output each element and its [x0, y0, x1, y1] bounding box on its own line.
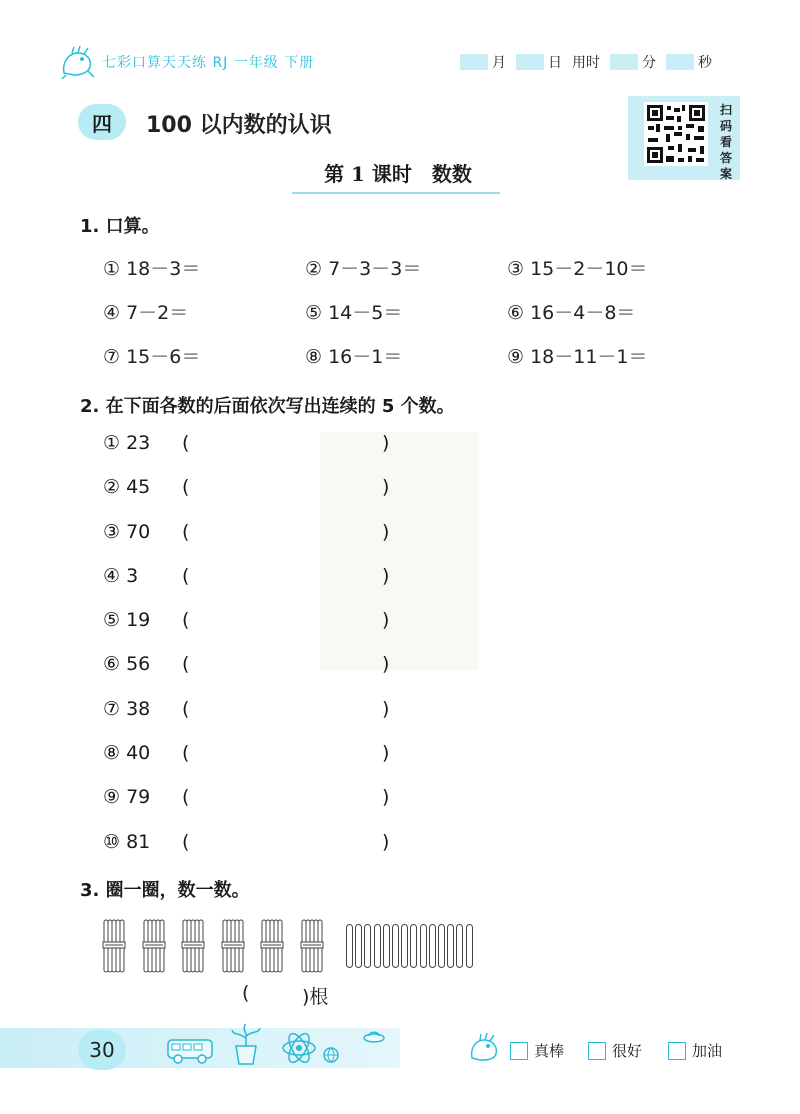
loose-stick — [410, 924, 417, 968]
answer-open-paren[interactable]: ( — [182, 609, 190, 631]
sequence-start-10: ⑩ 81 — [103, 831, 151, 853]
seconds-label: 秒 — [698, 55, 712, 71]
stick-bundle — [300, 918, 324, 974]
answer-close-paren: ) — [382, 565, 390, 587]
sequence-start-3: ③ 70 — [103, 521, 151, 543]
loose-stick — [456, 924, 463, 968]
answer-close-paren: ) — [382, 476, 390, 498]
rating-good[interactable] — [588, 1040, 642, 1061]
minutes-label: 分 — [642, 55, 656, 71]
question-3-title: 3. 圈一圈，数一数。 — [80, 880, 250, 901]
sequence-start-2: ② 45 — [103, 476, 151, 498]
answer-close-paren: ) — [382, 786, 390, 808]
potted-plant-icon — [228, 1022, 264, 1066]
minutes-field[interactable] — [610, 54, 638, 70]
bundle-answer-open[interactable]: ( — [242, 982, 250, 1004]
loose-stick — [438, 924, 445, 968]
stick-bundle — [102, 918, 126, 974]
qr-code-icon[interactable] — [644, 102, 708, 166]
calc-item-6: ⑥ 16－4－8＝ — [507, 302, 636, 324]
answer-close-paren: ) — [382, 742, 390, 764]
answer-open-paren[interactable]: ( — [182, 476, 190, 498]
rating-keep-going-checkbox[interactable] — [668, 1042, 686, 1060]
answer-open-paren[interactable]: ( — [182, 786, 190, 808]
answer-close-paren: ) — [382, 609, 390, 631]
answer-close-paren: ) — [382, 698, 390, 720]
loose-stick — [364, 924, 371, 968]
answer-open-paren[interactable]: ( — [182, 742, 190, 764]
unit-number-badge: 四 — [78, 104, 126, 140]
calc-item-2: ② 7－3－3＝ — [305, 258, 422, 280]
ufo-icon — [362, 1028, 386, 1044]
sequence-start-1: ① 23 — [103, 432, 151, 454]
loose-stick — [447, 924, 454, 968]
loose-stick — [420, 924, 427, 968]
sequence-start-8: ⑧ 40 — [103, 742, 151, 764]
unit-title: 100 以内数的认识 — [146, 113, 332, 138]
time-used-label: 用时 — [572, 55, 600, 71]
answer-close-paren: ) — [382, 653, 390, 675]
sequence-start-4: ④ 3 — [103, 565, 139, 587]
stick-bundle — [260, 918, 284, 974]
page-number: 30 — [78, 1030, 126, 1070]
question-1-title: 1. 口算。 — [80, 216, 160, 237]
calc-item-4: ④ 7－2＝ — [103, 302, 189, 324]
answer-close-paren: ) — [382, 521, 390, 543]
rating-great-label: 真棒 — [534, 1042, 565, 1060]
rating-great[interactable] — [510, 1040, 564, 1061]
loose-stick — [429, 924, 436, 968]
qr-caption: 扫 码 看 答 案 — [719, 103, 732, 181]
answer-open-paren[interactable]: ( — [182, 831, 190, 853]
answer-open-paren[interactable]: ( — [182, 521, 190, 543]
lesson-title: 第 1 课时 数数 — [324, 162, 472, 186]
day-field[interactable] — [516, 54, 544, 70]
mascot-icon — [468, 1030, 502, 1064]
seconds-field[interactable] — [666, 54, 694, 70]
sequence-start-6: ⑥ 56 — [103, 653, 151, 675]
loose-stick — [374, 924, 381, 968]
answer-open-paren[interactable]: ( — [182, 432, 190, 454]
calc-item-1: ① 18－3＝ — [103, 258, 201, 280]
bus-icon — [166, 1036, 214, 1064]
loose-stick — [355, 924, 362, 968]
bundle-answer-close: )根 — [302, 986, 329, 1008]
month-label: 月 — [492, 55, 506, 71]
background-watermark — [320, 432, 478, 670]
calc-item-5: ⑤ 14－5＝ — [305, 302, 403, 324]
mascot-icon — [58, 45, 98, 79]
answer-close-paren: ) — [382, 432, 390, 454]
lesson-underline — [292, 192, 500, 194]
rating-keep-going-label: 加油 — [692, 1042, 723, 1060]
month-field[interactable] — [460, 54, 488, 70]
rating-good-checkbox[interactable] — [588, 1042, 606, 1060]
sequence-start-7: ⑦ 38 — [103, 698, 151, 720]
loose-stick — [346, 924, 353, 968]
loose-stick — [383, 924, 390, 968]
date-bar — [460, 52, 722, 72]
answer-close-paren: ) — [382, 831, 390, 853]
answer-open-paren[interactable]: ( — [182, 565, 190, 587]
qr-panel[interactable] — [628, 96, 740, 180]
stick-bundle — [221, 918, 245, 974]
rating-great-checkbox[interactable] — [510, 1042, 528, 1060]
question-2-title: 2. 在下面各数的后面依次写出连续的 5 个数。 — [80, 396, 455, 417]
globe-icon — [322, 1046, 340, 1064]
series-brand — [58, 44, 314, 80]
loose-stick — [466, 924, 473, 968]
sequence-start-9: ⑨ 79 — [103, 786, 151, 808]
stick-bundle — [142, 918, 166, 974]
day-label: 日 — [548, 55, 562, 71]
answer-open-paren[interactable]: ( — [182, 653, 190, 675]
sequence-start-5: ⑤ 19 — [103, 609, 151, 631]
calc-item-7: ⑦ 15－6＝ — [103, 346, 201, 368]
calc-item-8: ⑧ 16－1＝ — [305, 346, 403, 368]
loose-stick — [401, 924, 408, 968]
atom-icon — [280, 1030, 318, 1066]
rating-good-label: 很好 — [612, 1042, 643, 1060]
series-title: 七彩口算天天练 RJ 一年级 下册 — [102, 55, 315, 71]
calc-item-3: ③ 15－2－10＝ — [507, 258, 648, 280]
loose-stick — [392, 924, 399, 968]
stick-bundle — [181, 918, 205, 974]
answer-open-paren[interactable]: ( — [182, 698, 190, 720]
rating-keep-going[interactable] — [668, 1040, 722, 1061]
calc-item-9: ⑨ 18－11－1＝ — [507, 346, 648, 368]
